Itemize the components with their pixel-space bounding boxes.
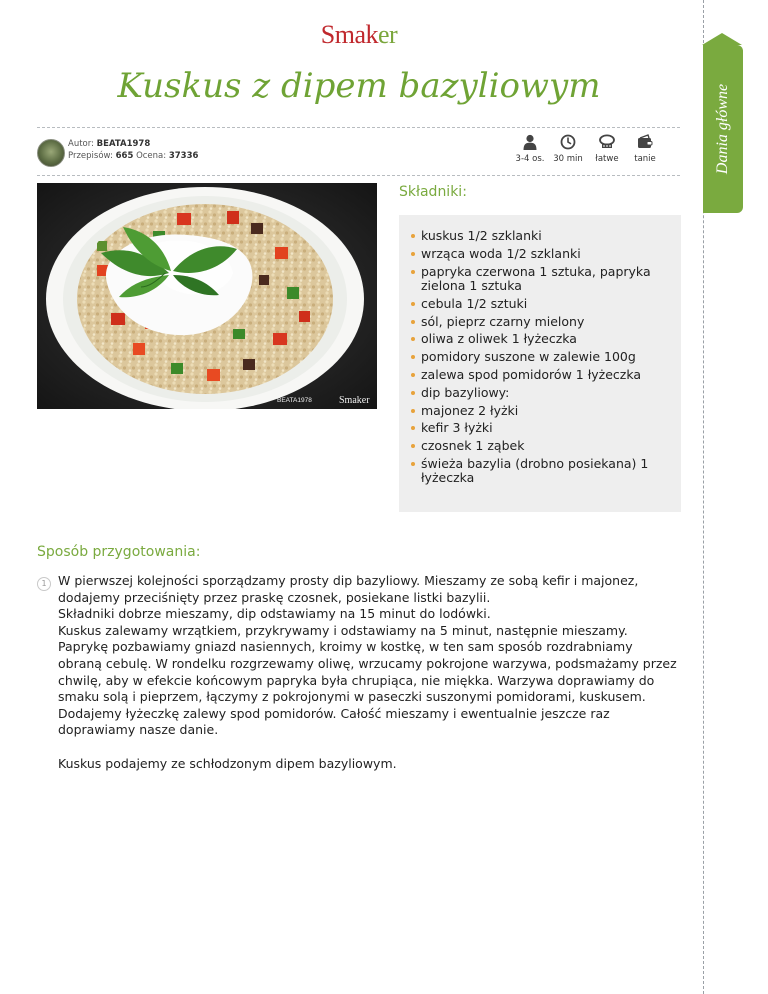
- ingredient-item: kuskus 1/2 szklanki: [411, 229, 671, 243]
- step-paragraph: Kuskus zalewamy wrzątkiem, przykrywamy i odstawiamy na 5 minut, następnie mieszamy.: [58, 622, 628, 638]
- recipes-count: 665: [115, 151, 134, 161]
- ingredient-item: pomidory suszone w zalewie 100g: [411, 350, 671, 364]
- meta-divider: [37, 175, 680, 176]
- rating-value: 37336: [168, 151, 199, 161]
- step-number-badge: 1: [37, 577, 51, 591]
- ingredient-item: świeża bazylia (drobno posiekana) 1 łyżeczka: [411, 457, 671, 486]
- meta-cost: [631, 134, 659, 164]
- ingredient-item: zalewa spod pomidorów 1 łyżeczka: [411, 368, 671, 382]
- meta-time: [551, 134, 585, 164]
- meta-difficulty: [591, 134, 623, 164]
- ingredient-item: wrząca woda 1/2 szklanki: [411, 247, 671, 261]
- ingredient-item: oliwa z oliwek 1 łyżeczka: [411, 332, 671, 346]
- recipes-label: Przepisów:: [68, 151, 113, 161]
- logo-text-part2: er: [378, 20, 398, 49]
- rating-label: Ocena:: [136, 151, 167, 161]
- cost-value: tanie: [634, 154, 656, 164]
- ingredient-item: czosnek 1 ząbek: [411, 439, 671, 453]
- photo-watermark-brand: Smaker: [339, 395, 370, 406]
- recipe-title: Kuskus z dipem bazyliowym: [117, 66, 601, 106]
- preparation-header: Sposób przygotowania:: [37, 544, 201, 560]
- ingredient-item: majonez 2 łyżki: [411, 404, 671, 418]
- ingredients-list: [399, 215, 681, 486]
- ingredient-item: kefir 3 łyżki: [411, 421, 671, 435]
- serving-note: Kuskus podajemy ze schłodzonym dipem bazyliowym.: [58, 755, 397, 771]
- person-icon: [523, 134, 537, 150]
- chef-hat-icon: [598, 134, 616, 150]
- category-tab-label: Dania główne: [714, 83, 731, 175]
- difficulty-value: łatwe: [595, 154, 619, 164]
- ingredient-item: sól, pieprz czarny mielony: [411, 315, 671, 329]
- servings-value: 3-4 os.: [515, 154, 545, 164]
- meta-servings: [512, 134, 548, 164]
- title-divider: [37, 127, 680, 128]
- time-value: 30 min: [553, 154, 583, 164]
- ingredient-item: papryka czerwona 1 sztuka, papryka zielona 1 sztuka: [411, 265, 671, 294]
- ingredients-box: [399, 215, 681, 512]
- smaker-logo[interactable]: [0, 20, 718, 50]
- recipe-photo[interactable]: [37, 183, 377, 409]
- photo-watermark-user: BEATA1978: [277, 397, 312, 404]
- wallet-icon: [637, 134, 653, 150]
- author-info: [68, 138, 198, 162]
- step-paragraph: W pierwszej kolejności sporządzamy prosty dip bazyliowy. Mieszamy ze sobą kefir i majonez, dodajemy przeciśnięty przez praskę czosnek, posiekane listki bazylii.: [58, 573, 639, 605]
- clock-icon: [560, 134, 576, 150]
- author-name[interactable]: BEATA1978: [96, 139, 151, 149]
- ingredient-item: dip bazyliowy:: [411, 386, 671, 400]
- ingredient-item: cebula 1/2 sztuki: [411, 297, 671, 311]
- logo-text-part1: Smak: [320, 20, 379, 49]
- step-paragraph: Składniki dobrze mieszamy, dip odstawiamy na 15 minut do lodówki.: [58, 606, 491, 622]
- ingredients-header: Składniki:: [399, 184, 467, 200]
- author-label: Autor:: [68, 139, 94, 149]
- author-avatar[interactable]: [37, 139, 65, 167]
- step-paragraph: Paprykę pozbawiamy gniazd nasiennych, kroimy w kostkę, w ten sam sposób rozdrabniamy obraną cebulę. W rondelku rozgrzewamy oliwę, wrzucamy pokrojone warzywa, podsmażamy przez chwilę, aby w efekcie końcowym papryka była chrupiąca, nie miękka. Warzywa doprawiamy do smaku solą i pieprzem, łączymy z pokrojonymi w paseczki suszonymi pomidorami, kuskusem. Dodajemy łyżeczkę zalewy spod pomidorów. Całość mieszamy i ewentualnie jeszcze raz doprawiamy nasze danie.: [58, 639, 677, 738]
- preparation-steps: [58, 573, 678, 772]
